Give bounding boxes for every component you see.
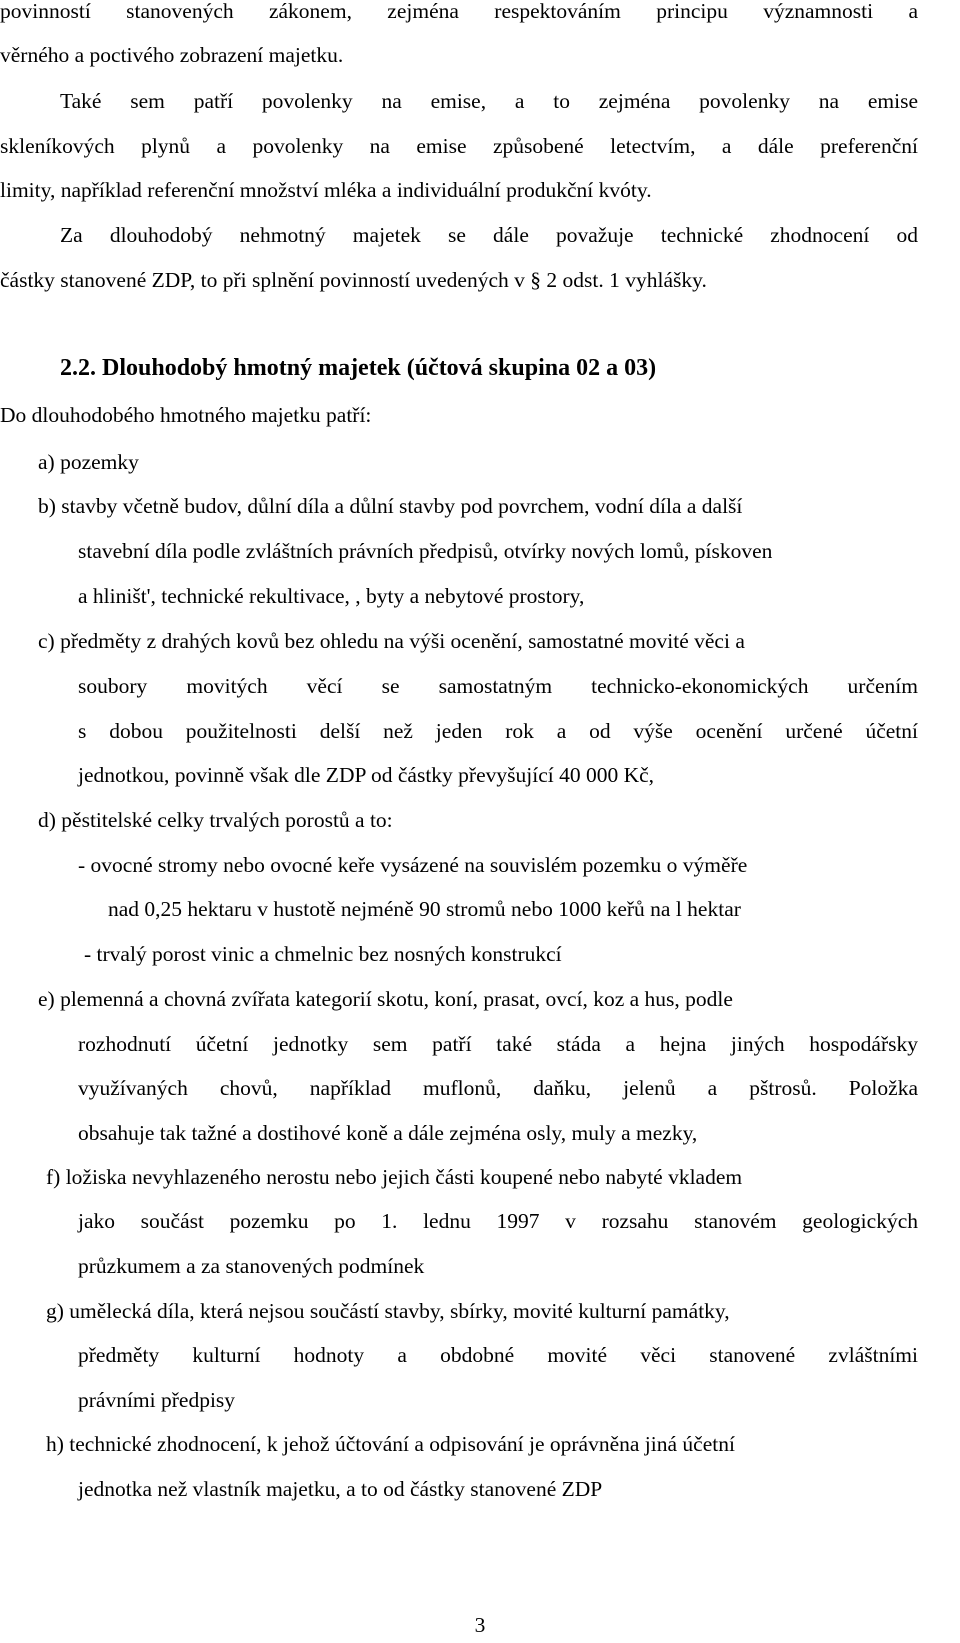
list-item: e) plemenná a chovná zvířata kategorií skotu, koní, prasat, ovcí, koz a hus, podle [38,987,733,1011]
list-item-continuation: jednotka než vlastník majetku, a to od částky stanovené ZDP [78,1477,603,1501]
list-item: b) stavby včetně budov, důlní díla a důlní stavby pod povrchem, vodní díla a další [38,494,743,518]
paragraph-line: věrného a poctivého zobrazení majetku. [0,43,344,67]
list-item: f) ložiska nevyhlazeného nerostu nebo jejich části koupené nebo nabyté vkladem [46,1165,743,1189]
list-item: c) předměty z drahých kovů bez ohledu na výši ocenění, samostatné movité věci a [38,629,745,653]
list-item-continuation: a hliništ', technické rekultivace, , byty a nebytové prostory, [78,584,585,608]
sub-list-item: - ovocné stromy nebo ovocné keře vysázené na souvislém pozemku o výměře [78,853,748,877]
list-item-continuation: jako součást pozemku po 1. lednu 1997 v rozsahu stanovém geologických [78,1209,918,1233]
paragraph-line: Za dlouhodobý nehmotný majetek se dále považuje technické zhodnocení od [60,223,918,247]
paragraph-line: povinností stanovených zákonem, zejména respektováním principu významnosti a [0,0,918,23]
intro-text: Do dlouhodobého hmotného majetku patří: [0,403,372,427]
list-item: a) pozemky [38,450,139,474]
paragraph-line: skleníkových plynů a povolenky na emise způsobené letectvím, a dále preferenční [0,134,918,158]
list-item: g) umělecká díla, která nejsou součástí stavby, sbírky, movité kulturní památky, [46,1299,730,1323]
list-item-continuation: využívaných chovů, například muflonů, daňku, jelenů a pštrosů. Položka [78,1076,918,1100]
list-item: d) pěstitelské celky trvalých porostů a to: [38,808,393,832]
paragraph-line: limity, například referenční množství mléka a individuální produkční kvóty. [0,178,652,202]
sub-list-item: - trvalý porost vinic a chmelnic bez nosných konstrukcí [84,942,562,966]
paragraph-line: Také sem patří povolenky na emise, a to zejména povolenky na emise [60,89,918,113]
list-item-continuation: průzkumem a za stanovených podmínek [78,1254,425,1278]
list-item-continuation: s dobou použitelnosti delší než jeden rok a od výše ocenění určené účetní [78,719,918,743]
list-item-continuation: obsahuje tak tažné a dostihové koně a dále zejména osly, muly a mezky, [78,1121,698,1145]
list-item-continuation: stavební díla podle zvláštních právních předpisů, otvírky nových lomů, pískoven [78,539,773,563]
list-item-continuation: jednotkou, povinně však dle ZDP od částky převyšující 40 000 Kč, [78,763,655,787]
list-item-continuation: předměty kulturní hodnoty a obdobné movité věci stanovené zvláštními [78,1343,918,1367]
page-number: 3 [474,1613,486,1637]
list-item-continuation: soubory movitých věcí se samostatným technicko-ekonomických určením [78,674,918,698]
list-item: h) technické zhodnocení, k jehož účtování a odpisování je oprávněna jiná účetní [46,1432,735,1456]
list-item-continuation: rozhodnutí účetní jednotky sem patří také stáda a hejna jiných hospodářsky [78,1032,918,1056]
list-item-continuation: právními předpisy [78,1388,236,1412]
paragraph-line: částky stanovené ZDP, to při splnění povinností uvedených v § 2 odst. 1 vyhlášky. [0,268,707,292]
section-heading: 2.2. Dlouhodobý hmotný majetek (účtová skupina 02 a 03) [60,355,657,381]
sub-list-item-continuation: nad 0,25 hektaru v hustotě nejméně 90 stromů nebo 1000 keřů na l hektar [108,897,741,921]
